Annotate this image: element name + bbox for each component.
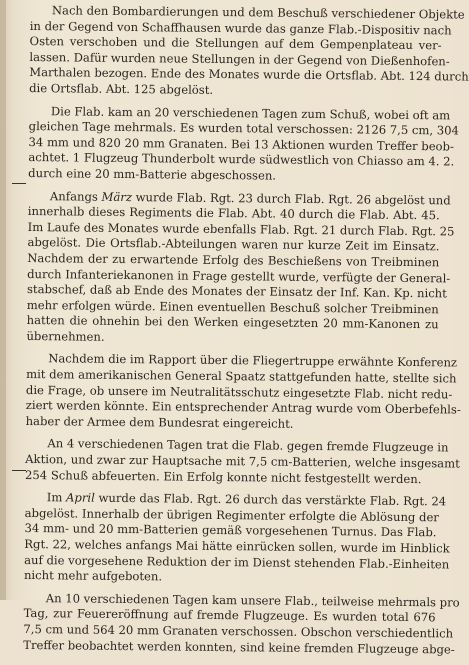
paragraph [23,590,460,658]
text-line: mehr erfolgen würde. Einen eventuellen Beschuß solcher Treibminen [26,297,439,316]
text-line: haber der Armee dem Bundesrat eingereicht. [25,413,294,431]
text-line: Nach den Bombardierungen und dem Beschuß verschiedener Objekte [51,3,465,22]
paragraph [26,188,455,349]
text-line: Nachdem die im Rapport über die Fliegertruppe erwähnte Konferenz [48,351,458,370]
paragraph [24,436,460,487]
paragraph [23,490,450,588]
text-line: Die Flab. kam an 20 verschiedenen Tagen zum Schuß, wobei oft am [50,103,451,122]
text-line: stabschef, daß ab Ende des Monates der Einsatz der Inf. Kan. Kp. nicht [26,282,447,301]
page-binding-edge [0,0,6,600]
text-line: Im Laufe des Monates wurde ebenfalls Flab. Rgt. 21 durch Flab. Rgt. 25 [27,219,455,239]
text-line: gleichen Tage mehrmals. Es wurden total verschossen: 2126 7,5 cm, 304 [28,119,459,138]
body-text [23,3,469,664]
text-line: die Frage, ob unsere im Neutralitätsschutz eingesetzte Flab. nicht redu- [25,382,453,402]
text-line: An 10 verschiedenen Tagen kam unsere Flab., teilweise mehrmals pro [45,590,460,610]
paragraph [28,103,459,186]
text-line: durch Infanteriekanonen in Frage gestellt wurde, verfügte der General- [27,266,451,285]
text-line: Rgt. 22, welches anfangs Mai hätte einrücken sollen, wurde im Hinblick [24,536,450,556]
margin-dash-mark [12,470,26,471]
text-line: innerhalb dieses Regiments die Flab. Abt. 40 durch die Flab. Abt. 45. [27,204,440,223]
text-line: Treffer beobachtet werden konnten, sind keine fremden Flugzeuge abge- [23,637,455,657]
text-line: mit dem amerikanischen General Spaatz stattgefunden hatte, stellte sich [26,367,457,386]
text-line: Marthalen bezogen. Ende des Monates wurde die Ortsflab. Abt. 124 durch [29,65,469,84]
text-line: Osten verschoben und die Stellungen auf dem Gempenplateau ver- [29,34,442,53]
text-line: nicht mehr aufgeboten. [23,568,163,584]
text-line: abgelöst. Innerhalb der übrigen Regimenter erfolgte die Ablösung der [24,505,439,525]
text-line: achtet. 1 Flugzeug Thunderbolt wurde südwestlich von Chiasso am 4. 2. [28,150,455,169]
margin-dash-mark [12,183,26,184]
text-line: auf die vorgesehene Reduktion der im Dienst stehenden Flab.-Einheiten [24,552,450,572]
text-line: Anfangs März wurde Flab. Rgt. 23 durch Flab. Rgt. 26 abgelöst und [49,188,451,207]
text-line: Tag, zur Feuereröffnung auf fremde Flugzeuge. Es wurden total 676 [23,606,436,625]
text-line: durch eine 20 mm-Batterie abgeschossen. [28,165,277,183]
paragraph [25,351,461,433]
text-line: hatten die ohnehin bei den Werken eingesetzten 20 mm-Kanonen zu [26,313,439,332]
text-line: 34 mm- und 20 mm-Batterien gemäß vorgesehenen Turnus. Das Flab. [24,521,437,540]
text-line: ziert werden könnte. Ein entsprechender Antrag wurde vom Oberbefehls- [25,398,461,417]
text-line: 34 mm und 820 20 mm Granaten. Bei 13 Aktionen wurden Treffer beob- [28,134,455,154]
text-line: 254 Schuß abfeuerten. Ein Erfolg konnte nicht festgestellt werden. [24,467,422,486]
text-line: Im April wurde das Flab. Rgt. 26 durch das verstärkte Flab. Rgt. 24 [46,490,447,509]
text-line: abgelöst. Die Ortsflab.-Abteilungen waren nur kurze Zeit im Einsatz. [27,235,440,254]
text-line: in der Gegend von Schaffhausen wurde das ganze Flab.-Dispositiv nach [29,18,452,38]
text-line: übernehmen. [26,328,105,344]
text-line: 7,5 cm und 564 20 mm Granaten verschossen. Obschon verschiedentlich [23,621,454,641]
text-line: An 4 verschiedenen Tagen trat die Flab. gegen fremde Flugzeuge in [47,436,449,455]
text-line: lassen. Dafür wurden neue Stellungen in der Gegend von Dießenhofen- [29,49,450,69]
text-line: Aktion, und zwar zur Hauptsache mit 7,5 cm-Batterien, welche insgesamt [25,452,460,471]
text-line: Nachdem der zu erwartende Erfolg des Beschießens von Treibminen [27,250,440,270]
text-line: die Ortsflab. Abt. 125 abgelöst. [29,80,214,97]
paragraph [29,3,469,101]
